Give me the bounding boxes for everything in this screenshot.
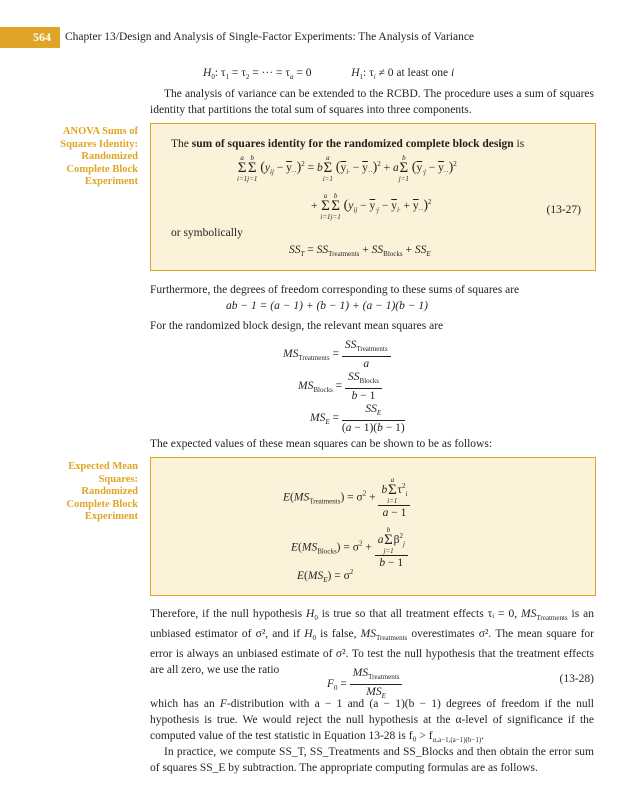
- page-number: 564: [0, 27, 60, 48]
- sidebar-note-anova: ANOVA Sums of Squares Identity: Randomized Complete Block Experiment: [60, 126, 138, 187]
- df-equation: ab − 1 = (a − 1) + (b − 1) + (a − 1)(b − 1): [226, 300, 428, 312]
- identity-line-2: + a Σ i=1 b Σ j=1 $(y_{ij} - \overline{y}_{\cdot j} - \overline{y}_{i\cdot} + \overline{y}_{\cdot\cdot})^2$: [311, 192, 432, 221]
- expected-ms-treatments: $E(MS_{Treatments}) = \sigma^2$ + b a Σ i=1 $\tau^2_i$ a − 1: [283, 476, 410, 520]
- therefore-paragraph: Therefore, if the null hypothesis $H_0$ is true so that all treatment effects τᵢ = 0, $MS_{Treatments}$ is an unbiased estimator of σ², and if $H_0$ is false, $MS_{Treatments}$ overestimates σ². The mean square for error is always an unbiased estimate of σ². To test the null hypothesis that the treatment effects are all zero, we use the ratio: [150, 608, 595, 676]
- identity-line-1: a Σ i=1 b Σ j=1 $(y_{ij} - \overline{y}_{\cdot\cdot})^2 = b$ a Σ i=1 $(\overline{y}_{i\cdot} - \overline{y}_{\cdot\cdot})^2 + a$ b Σ j=1 $(\overline{y}_{\cdot j} - \overline{y}_{\cdot\cdot})^2$: [237, 154, 457, 183]
- expected-intro: The expected values of these mean squares can be shown to be as follows:: [150, 438, 493, 450]
- or-symbolically: or symbolically: [171, 227, 243, 239]
- sum-of-squares-box: [150, 123, 596, 271]
- ms-treatments-denominator: [304, 353, 307, 365]
- intro-paragraph: The analysis of variance can be extended to the RCBD. The procedure uses a sum of squares identity that partitions the total sum of squares into three components.: [150, 88, 594, 116]
- f-ratio-eq: $F_0$ = $\frac{MS_{Treatments}}{MS_E}$: [327, 666, 402, 703]
- sidebar-note-expected-ms: Expected Mean Squares: Randomized Complete Block Experiment: [66, 461, 138, 522]
- hypotheses: $H_0$: $\tau_1 = \tau_2$ = ··· = $\tau_a = 0$ $H_1$: $\tau_i \ne 0$ at least one i: [203, 67, 455, 81]
- equation-number-13-28: (13-28): [559, 673, 594, 685]
- symbolic-identity: $SS_T = SS_{Treatments} + SS_{Blocks} + SS_E$: [289, 244, 431, 258]
- expected-ms-box: [150, 457, 596, 596]
- running-head: Chapter 13/Design and Analysis of Single-Factor Experiments: The Analysis of Variance: [65, 31, 475, 43]
- expected-ms-blocks: $E(MS_{Blocks}) = \sigma^2$ + a b Σ j=1 $\beta^2_j$ b − 1: [291, 526, 408, 570]
- box-lead: The sum of squares identity for the randomized complete block design is: [171, 138, 525, 150]
- ms-error-eq: $MS_E$ = $\frac{SS_E}{(a - 1)(b - 1)}$: [310, 403, 405, 434]
- expected-ms-error: $E(MS_E) = \sigma^2$: [297, 568, 354, 584]
- df-paragraph: Furthermore, the degrees of freedom corresponding to these sums of squares are: [150, 284, 520, 296]
- equation-number-13-27: (13-27): [546, 204, 581, 216]
- last-paragraph: In practice, we compute SS_T, SS_Treatments and SS_Blocks and then obtain the error sum of squares SS_E by subtraction. The appropriate computing formulas are as follows.: [150, 746, 594, 774]
- f-distribution-paragraph: which has an F-distribution with a − 1 and (a − 1)(b − 1) degrees of freedom if the null hypothesis is true. We would reject the null hypothesis at the α-level of significance if the computed value of the test statistic in Equation 13-28 is $f_0 > f_{\alpha,a-1,(a-1)(b-1)}$.: [150, 698, 594, 744]
- ms-blocks-eq: $MS_{Blocks}$ = $\frac{SS_{Blocks}}{b - 1}$: [298, 370, 382, 403]
- ms-treatments-eq: $MS_{Treatments}$ = $\frac{SS_{Treatments}}{a}$: [283, 338, 391, 371]
- mean-squares-intro: For the randomized block design, the relevant mean squares are: [150, 320, 444, 332]
